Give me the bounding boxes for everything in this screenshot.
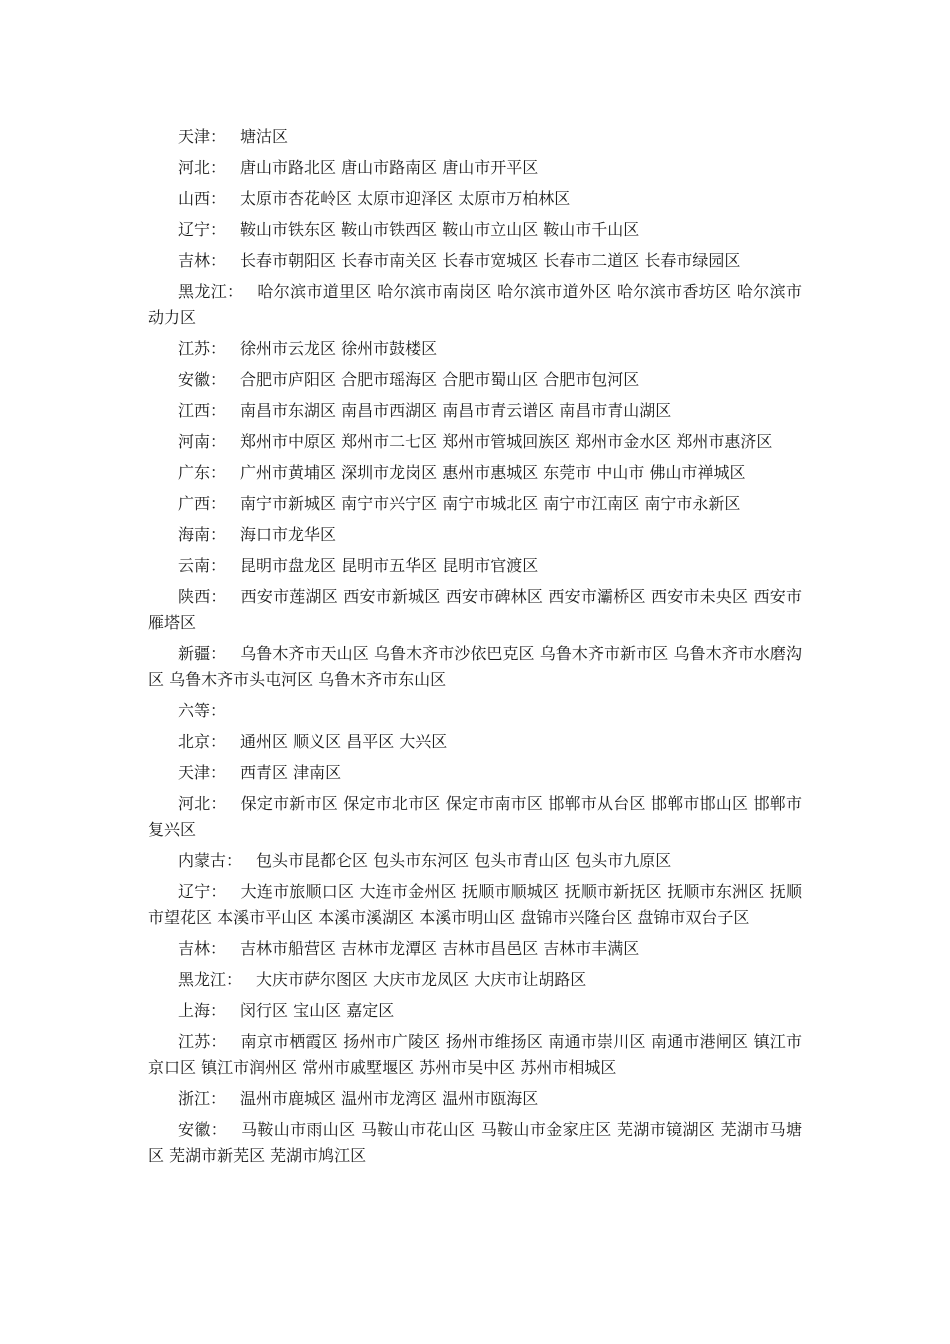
region-label: 海南：: [178, 525, 227, 544]
region-entry: [148, 336, 802, 362]
district-list: 徐州市云龙区 徐州市鼓楼区: [240, 339, 438, 358]
region-label: 黑龙江：: [178, 282, 244, 301]
region-label: 陕西：: [178, 587, 227, 606]
region-entry: [148, 936, 802, 962]
region-label: 吉林：: [178, 939, 227, 958]
region-entry: [148, 1117, 802, 1169]
region-entry: [148, 760, 802, 786]
region-entry: [148, 491, 802, 517]
region-label: 天津：: [178, 127, 227, 146]
region-entry: [148, 1029, 802, 1081]
district-list: 温州市鹿城区 温州市龙湾区 温州市瓯海区: [240, 1089, 539, 1108]
district-list: 西青区 津南区: [240, 763, 342, 782]
region-entry: [148, 553, 802, 579]
region-label: 江苏：: [178, 1032, 227, 1051]
district-list: 大连市旅顺口区 大连市金州区 抚顺市顺城区 抚顺市新抚区 抚顺市东洲区 抚顺市望花区 本溪市平山区 本溪市溪湖区 本溪市明山区 盘锦市兴隆台区 盘锦市双台子区: [148, 882, 802, 927]
region-entry: [148, 217, 802, 243]
region-label: 吉林：: [178, 251, 227, 270]
district-list: 太原市杏花岭区 太原市迎泽区 太原市万柏林区: [240, 189, 571, 208]
region-entry: [148, 279, 802, 331]
region-entry: [148, 155, 802, 181]
region-label: 上海：: [178, 1001, 227, 1020]
district-list: 南昌市东湖区 南昌市西湖区 南昌市青云谱区 南昌市青山湖区: [240, 401, 672, 420]
region-entry: [148, 879, 802, 931]
region-label: 云南：: [178, 556, 227, 575]
region-entry: [148, 124, 802, 150]
district-list: 西安市莲湖区 西安市新城区 西安市碑林区 西安市灞桥区 西安市未央区 西安市雁塔区: [148, 587, 802, 632]
region-label: 河北：: [178, 794, 227, 813]
region-entry: [148, 1086, 802, 1112]
region-label: 河南：: [178, 432, 227, 451]
region-label: 河北：: [178, 158, 227, 177]
region-label: 新疆：: [178, 644, 227, 663]
region-label: 安徽：: [178, 1120, 228, 1139]
region-label: 辽宁：: [178, 220, 227, 239]
region-label: 六等：: [178, 701, 227, 720]
region-label: 内蒙古：: [178, 851, 243, 870]
district-list: 合肥市庐阳区 合肥市瑶海区 合肥市蜀山区 合肥市包河区: [240, 370, 640, 389]
region-label: 辽宁：: [178, 882, 227, 901]
region-label: 山西：: [178, 189, 227, 208]
region-label: 广西：: [178, 494, 227, 513]
region-entry: [148, 367, 802, 393]
region-entry: [148, 186, 802, 212]
region-entry: [148, 398, 802, 424]
document-body: [148, 124, 802, 1174]
region-entry: [148, 429, 802, 455]
region-entry: [148, 791, 802, 843]
district-list: 海口市龙华区: [240, 525, 337, 544]
district-list: 鞍山市铁东区 鞍山市铁西区 鞍山市立山区 鞍山市千山区: [240, 220, 640, 239]
district-list: 长春市朝阳区 长春市南关区 长春市宽城区 长春市二道区 长春市绿园区: [240, 251, 741, 270]
district-list: 塘沽区: [240, 127, 289, 146]
region-entry: [148, 641, 802, 693]
region-entry: [148, 248, 802, 274]
region-label: 江苏：: [178, 339, 227, 358]
region-entry: [148, 522, 802, 548]
region-entry: [148, 998, 802, 1024]
district-list: 唐山市路北区 唐山市路南区 唐山市开平区: [240, 158, 539, 177]
district-list: 闵行区 宝山区 嘉定区: [240, 1001, 395, 1020]
district-list: 吉林市船营区 吉林市龙潭区 吉林市昌邑区 吉林市丰满区: [240, 939, 640, 958]
district-list: 哈尔滨市道里区 哈尔滨市南岗区 哈尔滨市道外区 哈尔滨市香坊区 哈尔滨市动力区: [148, 282, 802, 327]
region-label: 浙江：: [178, 1089, 227, 1108]
district-list: 南宁市新城区 南宁市兴宁区 南宁市城北区 南宁市江南区 南宁市永新区: [240, 494, 741, 513]
district-list: 保定市新市区 保定市北市区 保定市南市区 邯郸市从台区 邯郸市邯山区 邯郸市复兴区: [148, 794, 802, 839]
district-list: 广州市黄埔区 深圳市龙岗区 惠州市惠城区 东莞市 中山市 佛山市禅城区: [240, 463, 746, 482]
region-label: 江西：: [178, 401, 227, 420]
district-list: 乌鲁木齐市天山区 乌鲁木齐市沙依巴克区 乌鲁木齐市新市区 乌鲁木齐市水磨沟区 乌鲁木齐市头屯河区 乌鲁木齐市东山区: [148, 644, 802, 689]
district-list: 大庆市萨尔图区 大庆市龙凤区 大庆市让胡路区: [256, 970, 587, 989]
region-entry: [148, 967, 802, 993]
region-label: 安徽：: [178, 370, 227, 389]
district-list: 郑州市中原区 郑州市二七区 郑州市管城回族区 郑州市金水区 郑州市惠济区: [240, 432, 773, 451]
region-entry: [148, 729, 802, 755]
region-label: 天津：: [178, 763, 227, 782]
region-entry: [148, 698, 802, 724]
region-label: 广东：: [178, 463, 227, 482]
district-list: 包头市昆都仑区 包头市东河区 包头市青山区 包头市九原区: [256, 851, 672, 870]
region-label: 黑龙江：: [178, 970, 243, 989]
district-list: 昆明市盘龙区 昆明市五华区 昆明市官渡区: [240, 556, 539, 575]
region-entry: [148, 460, 802, 486]
region-entry: [148, 848, 802, 874]
district-list: 通州区 顺义区 昌平区 大兴区: [240, 732, 448, 751]
region-label: 北京：: [178, 732, 227, 751]
district-list: 马鞍山市雨山区 马鞍山市花山区 马鞍山市金家庄区 芜湖市镜湖区 芜湖市马塘区 芜湖市新芜区 芜湖市鸠江区: [148, 1120, 802, 1165]
district-list: 南京市栖霞区 扬州市广陵区 扬州市维扬区 南通市崇川区 南通市港闸区 镇江市京口区 镇江市润州区 常州市戚墅堰区 苏州市吴中区 苏州市相城区: [148, 1032, 802, 1077]
region-entry: [148, 584, 802, 636]
